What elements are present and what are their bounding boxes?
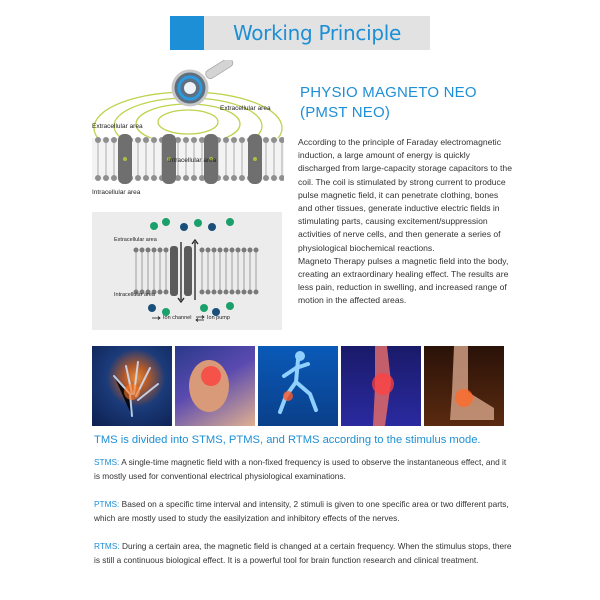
description — [298, 136, 512, 308]
ion-extracellular-label: Extracellular area — [114, 237, 157, 243]
runner-graphic — [258, 346, 338, 426]
ion-channel-graphic — [92, 212, 282, 330]
intracellular-label-mid: Intracellular area — [168, 157, 217, 164]
ankle-photo — [424, 346, 504, 426]
product-title — [300, 83, 510, 123]
rtms-paragraph — [94, 540, 514, 567]
ion-pump-legend-label: Ion pump — [207, 315, 230, 321]
treatment-photo-strip — [92, 346, 504, 426]
stms-paragraph — [94, 456, 514, 483]
ptms-paragraph — [94, 498, 514, 525]
intracellular-label-bottom: Intracellular area — [92, 189, 141, 196]
extracellular-label-right: Extracellular area — [220, 105, 271, 112]
rtms-key: RTMS: — [94, 541, 120, 551]
ptms-key: PTMS: — [94, 499, 120, 509]
magnetic-coil-device — [173, 60, 234, 105]
description-paragraph-1: According to the principle of Faraday electromagnetic induction, a large amount of energy is quickly discharged from large-capacity storage capacitors to the coil. The coil is stimulated by strong current to produce pulse magnetic field, it can penetrate clothing, bones and other tissues, generate inductive electric fields in stimulating parts, causing excitement/suppression activities of nerve cells, and then generate a series of physiological biochemical reactions. — [298, 137, 512, 253]
header-accent-square — [170, 16, 204, 50]
ptms-text: Based on a specific time interval and intensity, 2 stimuli is given to one specific area or two different parts, which are mostly used to study the easilyization and inhibitory effects of the nerves. — [94, 499, 509, 523]
ankle-graphic — [424, 346, 504, 426]
ion-channel-legend-label: Ion channel — [163, 315, 192, 321]
knee-photo — [341, 346, 421, 426]
knee-graphic — [341, 346, 421, 426]
stms-key: STMS: — [94, 457, 120, 467]
hand-skeleton-graphic — [92, 346, 172, 426]
shoulder-graphic — [175, 346, 255, 426]
hand-xray-photo — [92, 346, 172, 426]
ion-intracellular-label: Intracellular area — [114, 292, 155, 298]
shoulder-photo — [175, 346, 255, 426]
page-title: Working Principle — [232, 21, 402, 45]
extracellular-label-left: Extracellular area — [92, 123, 143, 130]
coil-membrane-illustration — [92, 60, 284, 200]
product-title-line1: PHYSIO MAGNETO NEO — [300, 84, 477, 101]
rtms-text: During a certain area, the magnetic field is changed at a certain frequency. When the stimulus stops, there is still a continuous biological effect. It is a powerful tool for brain function research and clinical treatment. — [94, 541, 512, 565]
tms-heading: TMS is divided into STMS, PTMS, and RTMS according to the stimulus mode. — [94, 434, 481, 446]
product-title-line2: (PMST NEO) — [300, 104, 391, 121]
description-paragraph-2: Magneto Therapy pulses a magnetic field into the body, creating an extraordinary healing effect. The results are less pain, reduction in swelling, and increased range of motion in the affected areas. — [298, 255, 509, 306]
coil-membrane-graphic — [92, 60, 284, 200]
ion-channel-illustration — [92, 212, 282, 330]
runner-photo — [258, 346, 338, 426]
stms-text: A single-time magnetic field with a non-fixed frequency is used to observe the instantaneous effect, and it is mostly used for conventional electrical physiological examinations. — [94, 457, 507, 481]
